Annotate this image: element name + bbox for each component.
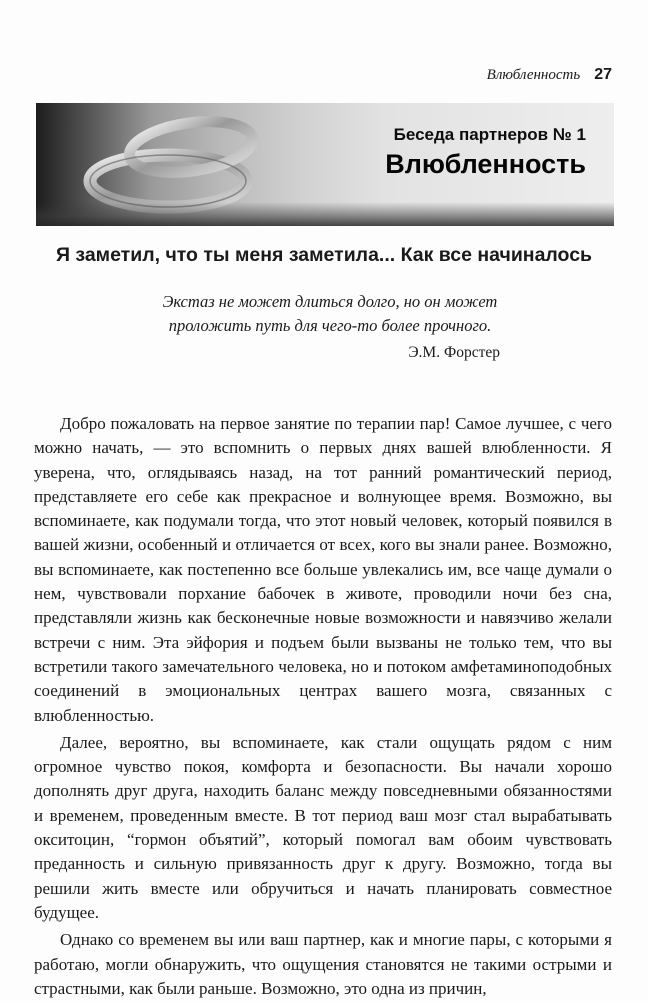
epigraph-author: Э.М. Форстер xyxy=(408,344,500,361)
epigraph-text: Экстаз не может длиться долго, но он может проложить путь для чего-то более прочного. xyxy=(162,292,498,335)
body-text xyxy=(34,412,612,1001)
section-heading: Я заметил, что ты меня заметила... Как все начиналось xyxy=(55,244,593,266)
paragraph: Однако со временем вы или ваш партнер, как и многие пары, с которыми я работаю, могли обнаружить, что ощущения становятся не такими острыми и страстными, как были раньше. Возможно, это одна из причин, xyxy=(34,930,612,998)
chapter-banner xyxy=(36,103,614,226)
banner-pebble-strip xyxy=(36,202,614,226)
page-number: 27 xyxy=(594,66,612,83)
banner-title: Влюбленность xyxy=(385,149,586,179)
running-title: Влюбленность xyxy=(486,67,581,83)
page-header xyxy=(36,66,612,84)
paragraph: Далее, вероятно, вы вспоминаете, как стали ощущать рядом с ним огромное чувство покоя, комфорта и безопасности. Вы начали хорошо дополнять друг друга, находить баланс между повседневными обязанностями и временем, проведенным вместе. В тот период ваш мозг стал вырабатывать окситоцин, “гормон объятий”, который помогал вам обоим чувствовать преданность и сильную привязанность друг к другу. Возможно, тогда вы решили жить вместе или обручиться и начать планировать совместное будущее. xyxy=(34,732,612,922)
paragraph: Добро пожаловать на первое занятие по терапии пар! Самое лучшее, с чего можно начать, — это вспомнить о первых днях вашей влюбленности. Я уверена, что, оглядываясь назад, на тот ранний романтический период, представляете его себе как прекрасное и волнующее время. Возможно, вы вспоминаете, как подумали тогда, что этот новый человек, который появился в вашей жизни, особенный и отличается от всех, кого вы знали ранее. Возможно, вы вспоминаете, как постепенно все больше увлекались им, все чаще думали о нем, чувствовали порхание бабочек в животе, проводили ночи без сна, представляли жизнь как бесконечные новые возможности и навязчиво желали встречи с ним. Эта эйфория и подъем были вызваны не только тем, что вы встретили такого замечательного человека, но и потоком амфетаминоподобных соединений в эмоциональных центрах вашего мозга, связанных с влюбленностью. xyxy=(34,414,612,725)
banner-subtitle: Беседа партнеров № 1 xyxy=(393,125,586,144)
